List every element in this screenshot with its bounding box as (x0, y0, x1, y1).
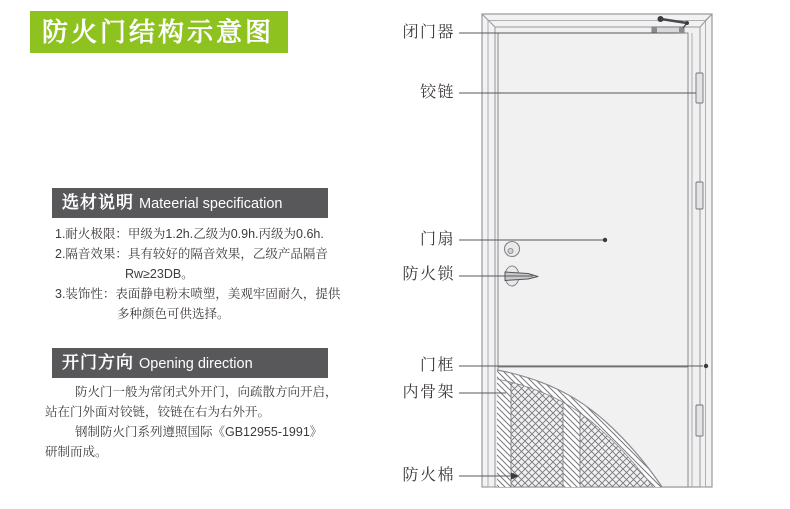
label-door-frame: 门框 (419, 357, 455, 374)
section-header-material (52, 188, 328, 218)
text-line: 多种颜色可供选择。 (117, 307, 230, 321)
opening-direction-text (45, 382, 338, 462)
text-line: 研制而成。 (45, 445, 108, 459)
material-spec-text (55, 224, 340, 324)
section-heading-zh: 选材说明 (62, 193, 134, 212)
text-line: 1.耐火极限：甲级为1.2h.乙级为0.9h.丙级为0.6h. (55, 227, 324, 241)
text-line: 站在门外面对铰链，铰链在右为右外开。 (45, 405, 271, 419)
label-door-closer: 闭门器 (402, 24, 455, 41)
text-line: 防火门一般为常闭式外开门，向疏散方向开启， (75, 385, 338, 399)
page-title: 防火门结构示意图 (30, 11, 288, 53)
section-header-opening (52, 348, 328, 378)
label-door-leaf: 门扇 (419, 231, 455, 248)
text-line: 钢制防火门系列遵照国际《GB12955-1991》 (75, 425, 323, 439)
section-heading-zh: 开门方向 (62, 353, 134, 372)
section-heading-en: Opening direction (139, 356, 253, 372)
text-line: 2.隔音效果：具有较好的隔音效果，乙级产品隔音 (55, 247, 328, 261)
text-line: Rw≥23DB。 (125, 267, 194, 281)
section-heading-en: Mateerial specification (139, 196, 283, 212)
text-line: 3.装饰性：表面静电粉末喷塑，美观牢固耐久，提供 (55, 287, 341, 301)
label-hinge: 铰链 (419, 84, 455, 101)
fire-door-diagram (380, 0, 790, 509)
label-inner-skeleton: 内骨架 (402, 384, 455, 401)
label-fire-lock: 防火锁 (402, 266, 455, 283)
label-fire-cotton: 防火棉 (402, 467, 455, 484)
